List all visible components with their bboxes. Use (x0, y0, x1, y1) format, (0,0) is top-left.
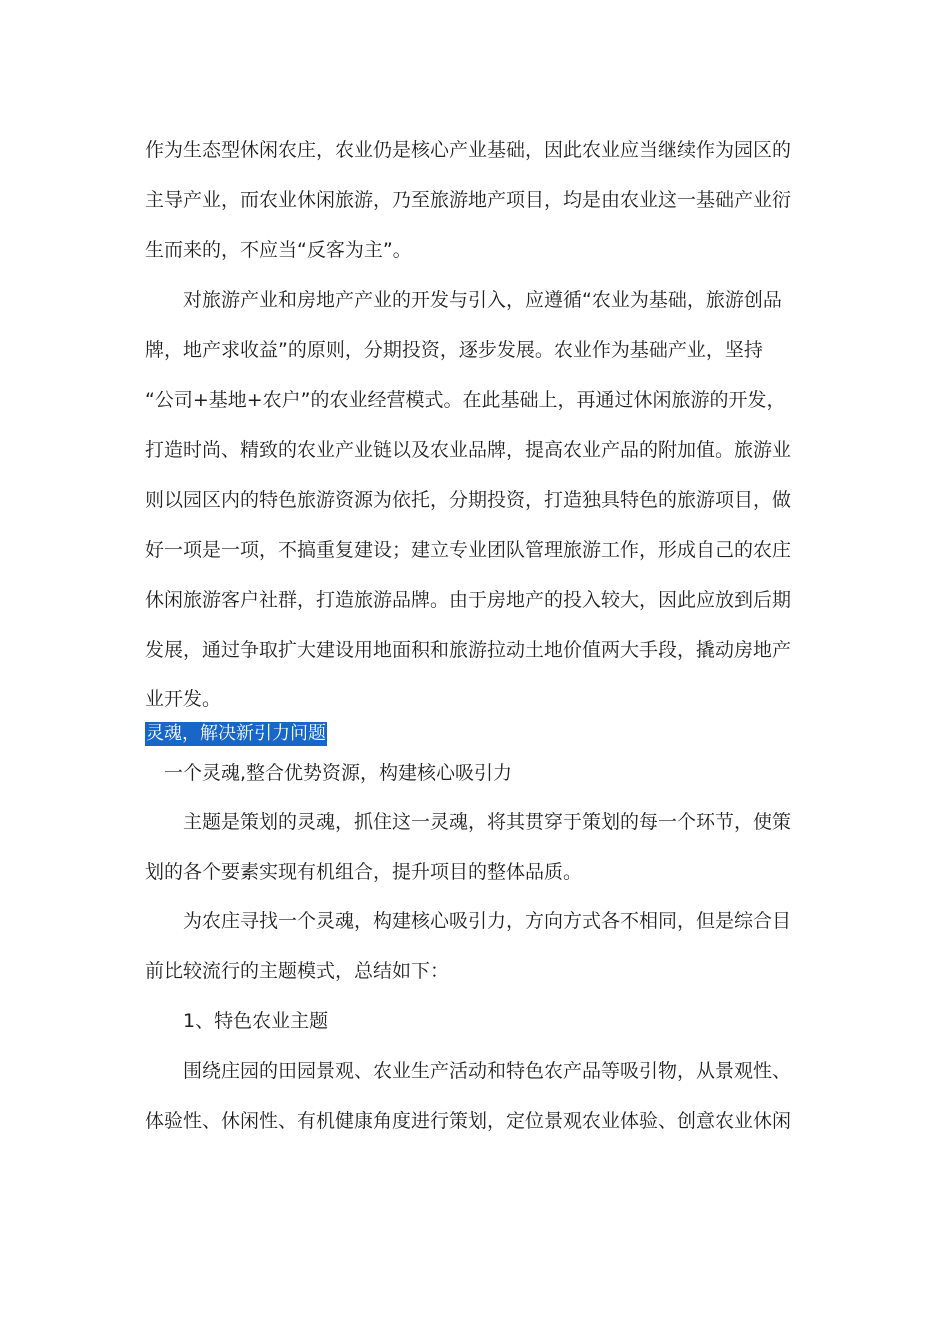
paragraph-line: 对旅游产业和房地产产业的开发与引入，应遵循“农业为基础，旅游创品 (145, 289, 782, 311)
paragraph-line: 主题是策划的灵魂，抓住这一灵魂，将其贯穿于策划的每一个环节，使策 (145, 811, 792, 833)
paragraph-line: 体验性、休闲性、有机健康角度进行策划，定位景观农业体验、创意农业休闲 (145, 1110, 792, 1132)
paragraph-line: 业开发。 (145, 688, 222, 710)
paragraph-line: 生而来的，不应当“反客为主”。 (145, 239, 412, 261)
paragraph-line: 打造时尚、精致的农业产业链以及农业品牌，提高农业产品的附加值。旅游业 (145, 439, 792, 461)
paragraph-line: 划的各个要素实现有机组合，提升项目的整体品质。 (145, 861, 583, 883)
paragraph-line: “公司+基地+农户”的农业经营模式。在此基础上，再通过休闲旅游的开发， (145, 389, 786, 411)
paragraph-line: 休闲旅游客户社群，打造旅游品牌。由于房地产的投入较大，因此应放到后期 (145, 589, 792, 611)
paragraph-line: 前比较流行的主题模式，总结如下： (145, 960, 450, 982)
section-heading-highlighted: 灵魂，解决新引力问题 (146, 723, 326, 744)
paragraph-line: 作为生态型休闲农庄，农业仍是核心产业基础，因此农业应当继续作为园区的 (145, 139, 792, 161)
list-item-heading: 1、特色农业主题 (145, 1010, 329, 1032)
paragraph-line: 围绕庄园的田园景观、农业生产活动和特色农产品等吸引物，从景观性、 (145, 1060, 792, 1082)
paragraph-line: 好一项是一项，不搞重复建设；建立专业团队管理旅游工作，形成自己的农庄 (145, 539, 792, 561)
paragraph-line: 则以园区内的特色旅游资源为依托，分期投资，打造独具特色的旅游项目，做 (145, 489, 792, 511)
subheading-line: 一个灵魂,整合优势资源，构建核心吸引力 (145, 762, 513, 784)
paragraph-line: 牌，地产求收益”的原则，分期投资，逐步发展。农业作为基础产业，坚持 (145, 339, 763, 361)
paragraph-line: 为农庄寻找一个灵魂，构建核心吸引力，方向方式各不相同，但是综合目 (145, 910, 792, 932)
paragraph-line: 主导产业，而农业休闲旅游，乃至旅游地产项目，均是由农业这一基础产业衍 (145, 189, 792, 211)
paragraph-line: 发展，通过争取扩大建设用地面积和旅游拉动土地价值两大手段，撬动房地产 (145, 639, 792, 661)
